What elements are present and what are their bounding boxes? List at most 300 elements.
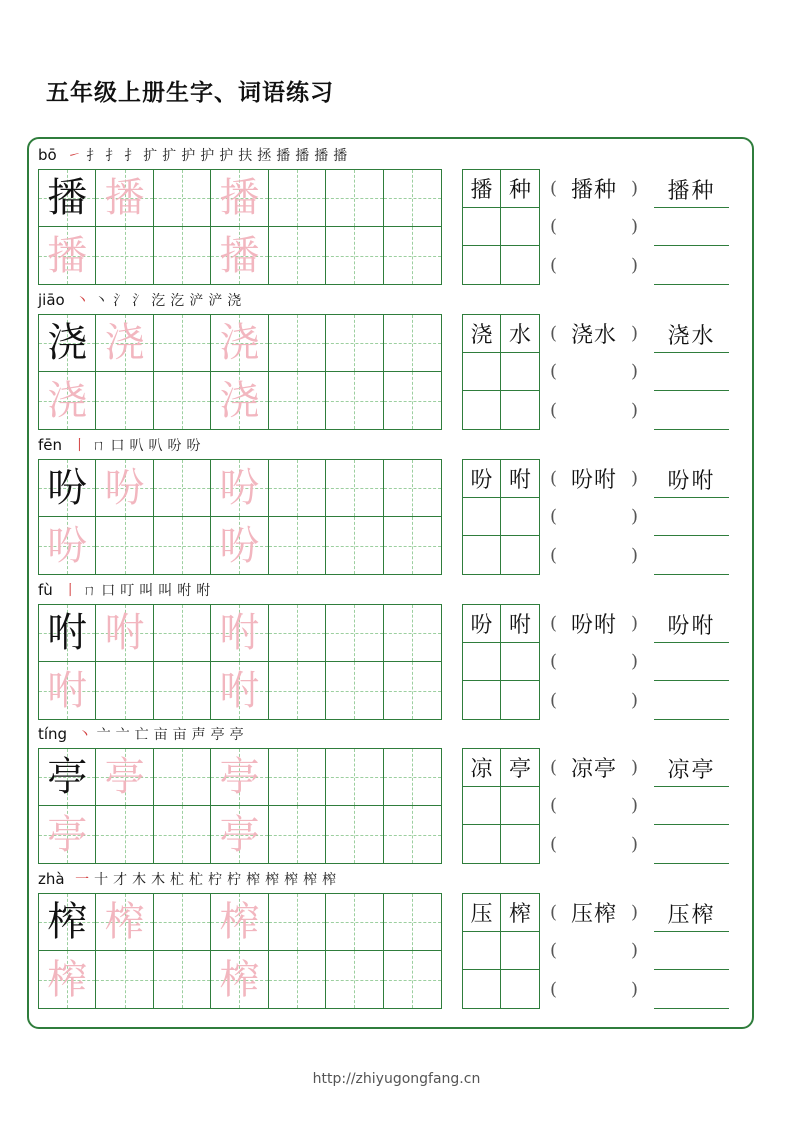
paren-row[interactable] [550,643,638,682]
stroke-order-step: 浇 [227,293,242,309]
writing-cell[interactable] [326,517,383,574]
stroke-order-step: 丶 [75,293,90,309]
stroke-order-step: 一 [75,872,90,888]
trace-character: 咐 [47,667,88,714]
paren-word: 凉亭 [570,756,617,782]
writing-cell[interactable] [39,951,96,1008]
writing-cell[interactable] [154,315,211,372]
writing-cell[interactable] [154,806,211,863]
stroke-order-step: 杧 [189,872,204,888]
word-writing-line[interactable] [654,498,729,537]
open-paren: ( [550,177,558,199]
trace-character: 吩 [47,522,88,569]
paren-row[interactable] [550,787,638,826]
paren-word: 播种 [570,177,617,203]
writing-cell[interactable] [384,460,441,517]
writing-cell[interactable] [211,662,268,719]
trace-character: 榨 [47,956,88,1003]
trace-character: 播 [104,175,145,221]
writing-cell[interactable] [384,372,441,429]
pinyin-answer-column [550,459,638,575]
writing-cell[interactable] [39,662,96,719]
pinyin-stroke-row [38,720,246,748]
writing-cell[interactable] [154,517,211,574]
trace-character: 播 [219,175,260,221]
writing-cell[interactable] [384,951,441,1008]
writing-cell[interactable] [39,315,96,372]
pinyin-answer-column [550,169,638,285]
word-writing-column [654,748,729,864]
word-cell[interactable] [463,970,501,1008]
paren-word: 浇水 [570,322,617,348]
stroke-order-step: 口 [110,438,125,454]
trace-character: 浇 [104,320,145,366]
writing-cell[interactable] [384,227,441,284]
model-character: 吩 [47,465,88,511]
word-writing-column [654,893,729,1009]
word-writing-line[interactable]: 浇水 [654,314,729,353]
writing-cell[interactable] [326,662,383,719]
pinyin-answer-column [550,748,638,864]
writing-cell[interactable] [269,517,326,574]
writing-cell[interactable] [384,749,441,806]
char-block [38,141,758,286]
paren-row[interactable] [550,681,638,720]
char-block [38,286,758,431]
trace-character: 播 [219,232,260,279]
word-cell: 压 [463,894,501,932]
writing-cell[interactable] [384,605,441,662]
paren-row[interactable] [550,498,638,537]
writing-cell[interactable] [96,605,153,662]
trace-character: 吩 [219,465,260,511]
paren-row[interactable] [550,314,638,353]
stroke-order-step: 叮 [120,583,135,599]
writing-cell[interactable] [269,460,326,517]
word-cell[interactable] [463,932,501,970]
stroke-order-step: 扩 [162,148,177,164]
writing-cell[interactable] [211,951,268,1008]
trace-character: 亭 [219,754,260,800]
trace-character: 浇 [219,320,260,366]
pinyin-stroke-row [38,865,339,893]
char-block [38,576,758,721]
model-character: 亭 [47,754,88,800]
paren-row[interactable] [550,825,638,864]
word-writing-line[interactable]: 压榨 [654,893,729,932]
open-paren: ( [550,506,558,528]
writing-cell[interactable] [154,227,211,284]
writing-cell[interactable] [269,227,326,284]
open-paren: ( [550,544,558,566]
writing-cell[interactable] [154,662,211,719]
stroke-order-step: 咐 [177,583,192,599]
stroke-order-step: 播 [295,148,310,164]
paren-row[interactable] [550,246,638,285]
writing-cell[interactable] [326,894,383,951]
paren-word: 吩咐 [570,467,617,493]
stroke-order-step: 才 [113,872,128,888]
writing-grid [38,169,442,285]
stroke-order-step: 十 [94,872,109,888]
paren-row[interactable] [550,932,638,971]
word-cell[interactable] [501,536,539,574]
stroke-order-step: 拯 [257,148,272,164]
stroke-order-step: 丶 [77,727,92,743]
paren-word: 压榨 [570,901,617,927]
stroke-order-step: 木 [132,872,147,888]
close-paren: ) [630,901,638,923]
close-paren: ) [630,361,638,383]
open-paren: ( [550,978,558,1000]
paren-row[interactable] [550,208,638,247]
word-cell: 凉 [463,749,501,787]
pinyin: fēn [38,436,63,454]
paren-row[interactable] [550,459,638,498]
writing-cell[interactable] [211,894,268,951]
word-cell: 咐 [501,460,539,498]
stroke-order-step: 丨 [63,583,78,599]
stroke-order-step: 榨 [246,872,261,888]
word-cell[interactable] [501,932,539,970]
stroke-order-step: 护 [181,148,196,164]
stroke-order-step: 咐 [196,583,211,599]
word-cell[interactable] [501,391,539,429]
word-cell[interactable] [501,498,539,536]
stroke-order-step: 亭 [210,727,225,743]
writing-cell[interactable] [384,517,441,574]
writing-cell[interactable] [211,517,268,574]
writing-cell[interactable] [384,170,441,227]
word-cell[interactable] [501,643,539,681]
writing-cell[interactable] [39,517,96,574]
char-block [38,865,758,1010]
writing-cell[interactable] [269,315,326,372]
writing-cell[interactable] [269,170,326,227]
writing-cell[interactable] [211,315,268,372]
writing-cell[interactable] [39,170,96,227]
word-cell: 种 [501,170,539,208]
close-paren: ) [630,833,638,855]
writing-cell[interactable] [326,460,383,517]
writing-cell[interactable] [154,951,211,1008]
writing-cell[interactable] [269,662,326,719]
writing-cell[interactable] [211,372,268,429]
close-paren: ) [630,544,638,566]
stroke-order-step: 口 [101,583,116,599]
word-cell[interactable] [463,391,501,429]
writing-cell[interactable] [154,372,211,429]
pinyin-stroke-row [38,431,203,459]
word-writing-line[interactable] [654,932,729,971]
word-writing-line[interactable]: 播种 [654,169,729,208]
pinyin: jiāo [38,291,65,309]
word-cell[interactable] [463,208,501,246]
trace-character: 咐 [219,667,260,714]
trace-character: 咐 [104,610,145,656]
word-writing-line[interactable] [654,391,729,430]
page-title: 五年级上册生字、词语练习 [46,80,334,106]
writing-cell[interactable] [269,605,326,662]
pinyin: fù [38,581,53,599]
writing-cell[interactable] [154,460,211,517]
writing-cell[interactable] [384,894,441,951]
writing-cell[interactable] [96,951,153,1008]
word-grid [462,893,540,1009]
stroke-order-step: 汔 [151,293,166,309]
stroke-order-step: 杧 [170,872,185,888]
stroke-order-step: 柠 [208,872,223,888]
trace-character: 浇 [47,377,88,424]
pinyin: tíng [38,725,68,743]
open-paren: ( [550,216,558,238]
pinyin-stroke-row [38,141,350,169]
stroke-order-step: 氵 [132,293,147,309]
writing-grid [38,604,442,720]
writing-cell[interactable] [96,170,153,227]
writing-grid [38,748,442,864]
word-cell[interactable] [501,353,539,391]
close-paren: ) [630,689,638,711]
word-writing-line[interactable]: 凉亭 [654,748,729,787]
paren-row[interactable] [550,748,638,787]
word-writing-line[interactable] [654,825,729,864]
trace-character: 亭 [219,811,260,858]
pinyin-answer-column [550,893,638,1009]
open-paren: ( [550,756,558,778]
writing-cell[interactable] [39,460,96,517]
trace-character: 吩 [104,465,145,511]
word-cell[interactable] [501,208,539,246]
writing-cell[interactable] [39,749,96,806]
stroke-order-step: 扶 [238,148,253,164]
close-paren: ) [630,254,638,276]
word-writing-line[interactable] [654,246,729,285]
paren-row[interactable] [550,391,638,430]
word-writing-line[interactable] [654,970,729,1009]
stroke-order-step: 汔 [170,293,185,309]
word-writing-line[interactable]: 吩咐 [654,459,729,498]
writing-cell[interactable] [96,227,153,284]
writing-cell[interactable] [326,605,383,662]
writing-cell[interactable] [384,662,441,719]
paren-row[interactable] [550,604,638,643]
word-cell: 浇 [463,315,501,353]
writing-cell[interactable] [326,227,383,284]
char-block [38,431,758,576]
trace-character: 播 [47,232,88,279]
close-paren: ) [630,467,638,489]
trace-character: 榨 [219,899,260,945]
word-cell[interactable] [501,970,539,1008]
open-paren: ( [550,651,558,673]
writing-cell[interactable] [154,605,211,662]
paren-row[interactable] [550,353,638,392]
pinyin: zhà [38,870,65,888]
model-character: 播 [47,175,88,221]
word-cell[interactable] [463,246,501,284]
paren-row[interactable] [550,536,638,575]
writing-cell[interactable] [39,372,96,429]
word-cell[interactable] [463,498,501,536]
word-cell: 水 [501,315,539,353]
model-character: 榨 [47,899,88,945]
stroke-order-step: 氵 [113,293,128,309]
open-paren: ( [550,254,558,276]
word-writing-line[interactable] [654,681,729,720]
open-paren: ( [550,901,558,923]
word-grid [462,169,540,285]
word-cell: 咐 [501,605,539,643]
writing-cell[interactable] [269,894,326,951]
stroke-order-step: 叭 [148,438,163,454]
stroke-order-step: 护 [200,148,215,164]
open-paren: ( [550,940,558,962]
word-cell[interactable] [501,825,539,863]
trace-character: 浇 [219,377,260,424]
stroke-order-step: 护 [219,148,234,164]
stroke-order-step: 播 [333,148,348,164]
writing-cell[interactable] [326,951,383,1008]
close-paren: ) [630,940,638,962]
word-writing-line[interactable] [654,353,729,392]
stroke-order-step: ㄇ [82,583,97,599]
word-cell[interactable] [463,787,501,825]
writing-cell[interactable] [96,315,153,372]
word-cell[interactable] [501,681,539,719]
word-cell[interactable] [501,246,539,284]
writing-cell[interactable] [96,517,153,574]
word-writing-column [654,314,729,430]
word-writing-line[interactable]: 吩咐 [654,604,729,643]
stroke-order-step: 吩 [167,438,182,454]
stroke-order-step: 亩 [153,727,168,743]
word-cell[interactable] [463,353,501,391]
writing-cell[interactable] [211,806,268,863]
stroke-order-step: 扩 [143,148,158,164]
writing-cell[interactable] [384,315,441,372]
writing-cell[interactable] [39,227,96,284]
close-paren: ) [630,978,638,1000]
writing-cell[interactable] [326,315,383,372]
writing-cell[interactable] [326,170,383,227]
paren-word: 吩咐 [570,612,617,638]
stroke-order-step: 播 [276,148,291,164]
stroke-order-step: 亩 [172,727,187,743]
writing-cell[interactable] [96,372,153,429]
open-paren: ( [550,795,558,817]
pinyin: bō [38,146,57,164]
word-cell[interactable] [501,787,539,825]
stroke-order-step: 扌 [124,148,139,164]
stroke-order-step: 扌 [86,148,101,164]
close-paren: ) [630,399,638,421]
word-grid [462,604,540,720]
word-cell[interactable] [463,825,501,863]
word-writing-line[interactable] [654,643,729,682]
word-writing-column [654,604,729,720]
model-character: 浇 [47,320,88,366]
writing-cell[interactable] [326,749,383,806]
writing-cell[interactable] [96,749,153,806]
writing-cell[interactable] [39,894,96,951]
word-writing-line[interactable] [654,208,729,247]
word-grid [462,748,540,864]
stroke-order-step: 亭 [229,727,244,743]
writing-cell[interactable] [96,662,153,719]
word-cell: 亭 [501,749,539,787]
writing-cell[interactable] [211,227,268,284]
stroke-order-step: 声 [191,727,206,743]
stroke-order-step: 浐 [208,293,223,309]
writing-cell[interactable] [211,749,268,806]
word-cell[interactable] [463,536,501,574]
writing-cell[interactable] [269,806,326,863]
writing-cell[interactable] [269,951,326,1008]
word-cell: 榨 [501,894,539,932]
paren-row[interactable] [550,893,638,932]
writing-cell[interactable] [384,806,441,863]
writing-cell[interactable] [211,170,268,227]
open-paren: ( [550,833,558,855]
word-cell[interactable] [463,681,501,719]
trace-character: 亭 [104,754,145,800]
stroke-order-step: 叫 [139,583,154,599]
stroke-order-step: 柠 [227,872,242,888]
writing-cell[interactable] [39,806,96,863]
word-cell: 吩 [463,460,501,498]
writing-cell[interactable] [326,372,383,429]
word-cell[interactable] [463,643,501,681]
writing-grid [38,459,442,575]
word-writing-column [654,169,729,285]
open-paren: ( [550,361,558,383]
writing-cell[interactable] [326,806,383,863]
paren-row[interactable] [550,970,638,1009]
word-cell: 吩 [463,605,501,643]
writing-cell[interactable] [269,749,326,806]
stroke-order-step: 叭 [129,438,144,454]
open-paren: ( [550,612,558,634]
stroke-order-step: 叫 [158,583,173,599]
close-paren: ) [630,795,638,817]
stroke-order-step: 亠 [115,727,130,743]
writing-cell[interactable] [96,894,153,951]
stroke-order-step: 榨 [322,872,337,888]
writing-cell[interactable] [96,806,153,863]
writing-cell[interactable] [154,170,211,227]
trace-character: 吩 [219,522,260,569]
word-writing-line[interactable] [654,787,729,826]
writing-cell[interactable] [154,894,211,951]
writing-cell[interactable] [154,749,211,806]
close-paren: ) [630,216,638,238]
pinyin-stroke-row [38,576,213,604]
writing-cell[interactable] [211,460,268,517]
stroke-order-step: 播 [314,148,329,164]
close-paren: ) [630,756,638,778]
word-writing-line[interactable] [654,536,729,575]
writing-cell[interactable] [269,372,326,429]
writing-grid [38,893,442,1009]
writing-cell[interactable] [39,605,96,662]
stroke-order-step: 丶 [94,293,109,309]
writing-cell[interactable] [96,460,153,517]
paren-row[interactable] [550,169,638,208]
stroke-order-step: 榨 [303,872,318,888]
word-cell: 播 [463,170,501,208]
writing-cell[interactable] [211,605,268,662]
